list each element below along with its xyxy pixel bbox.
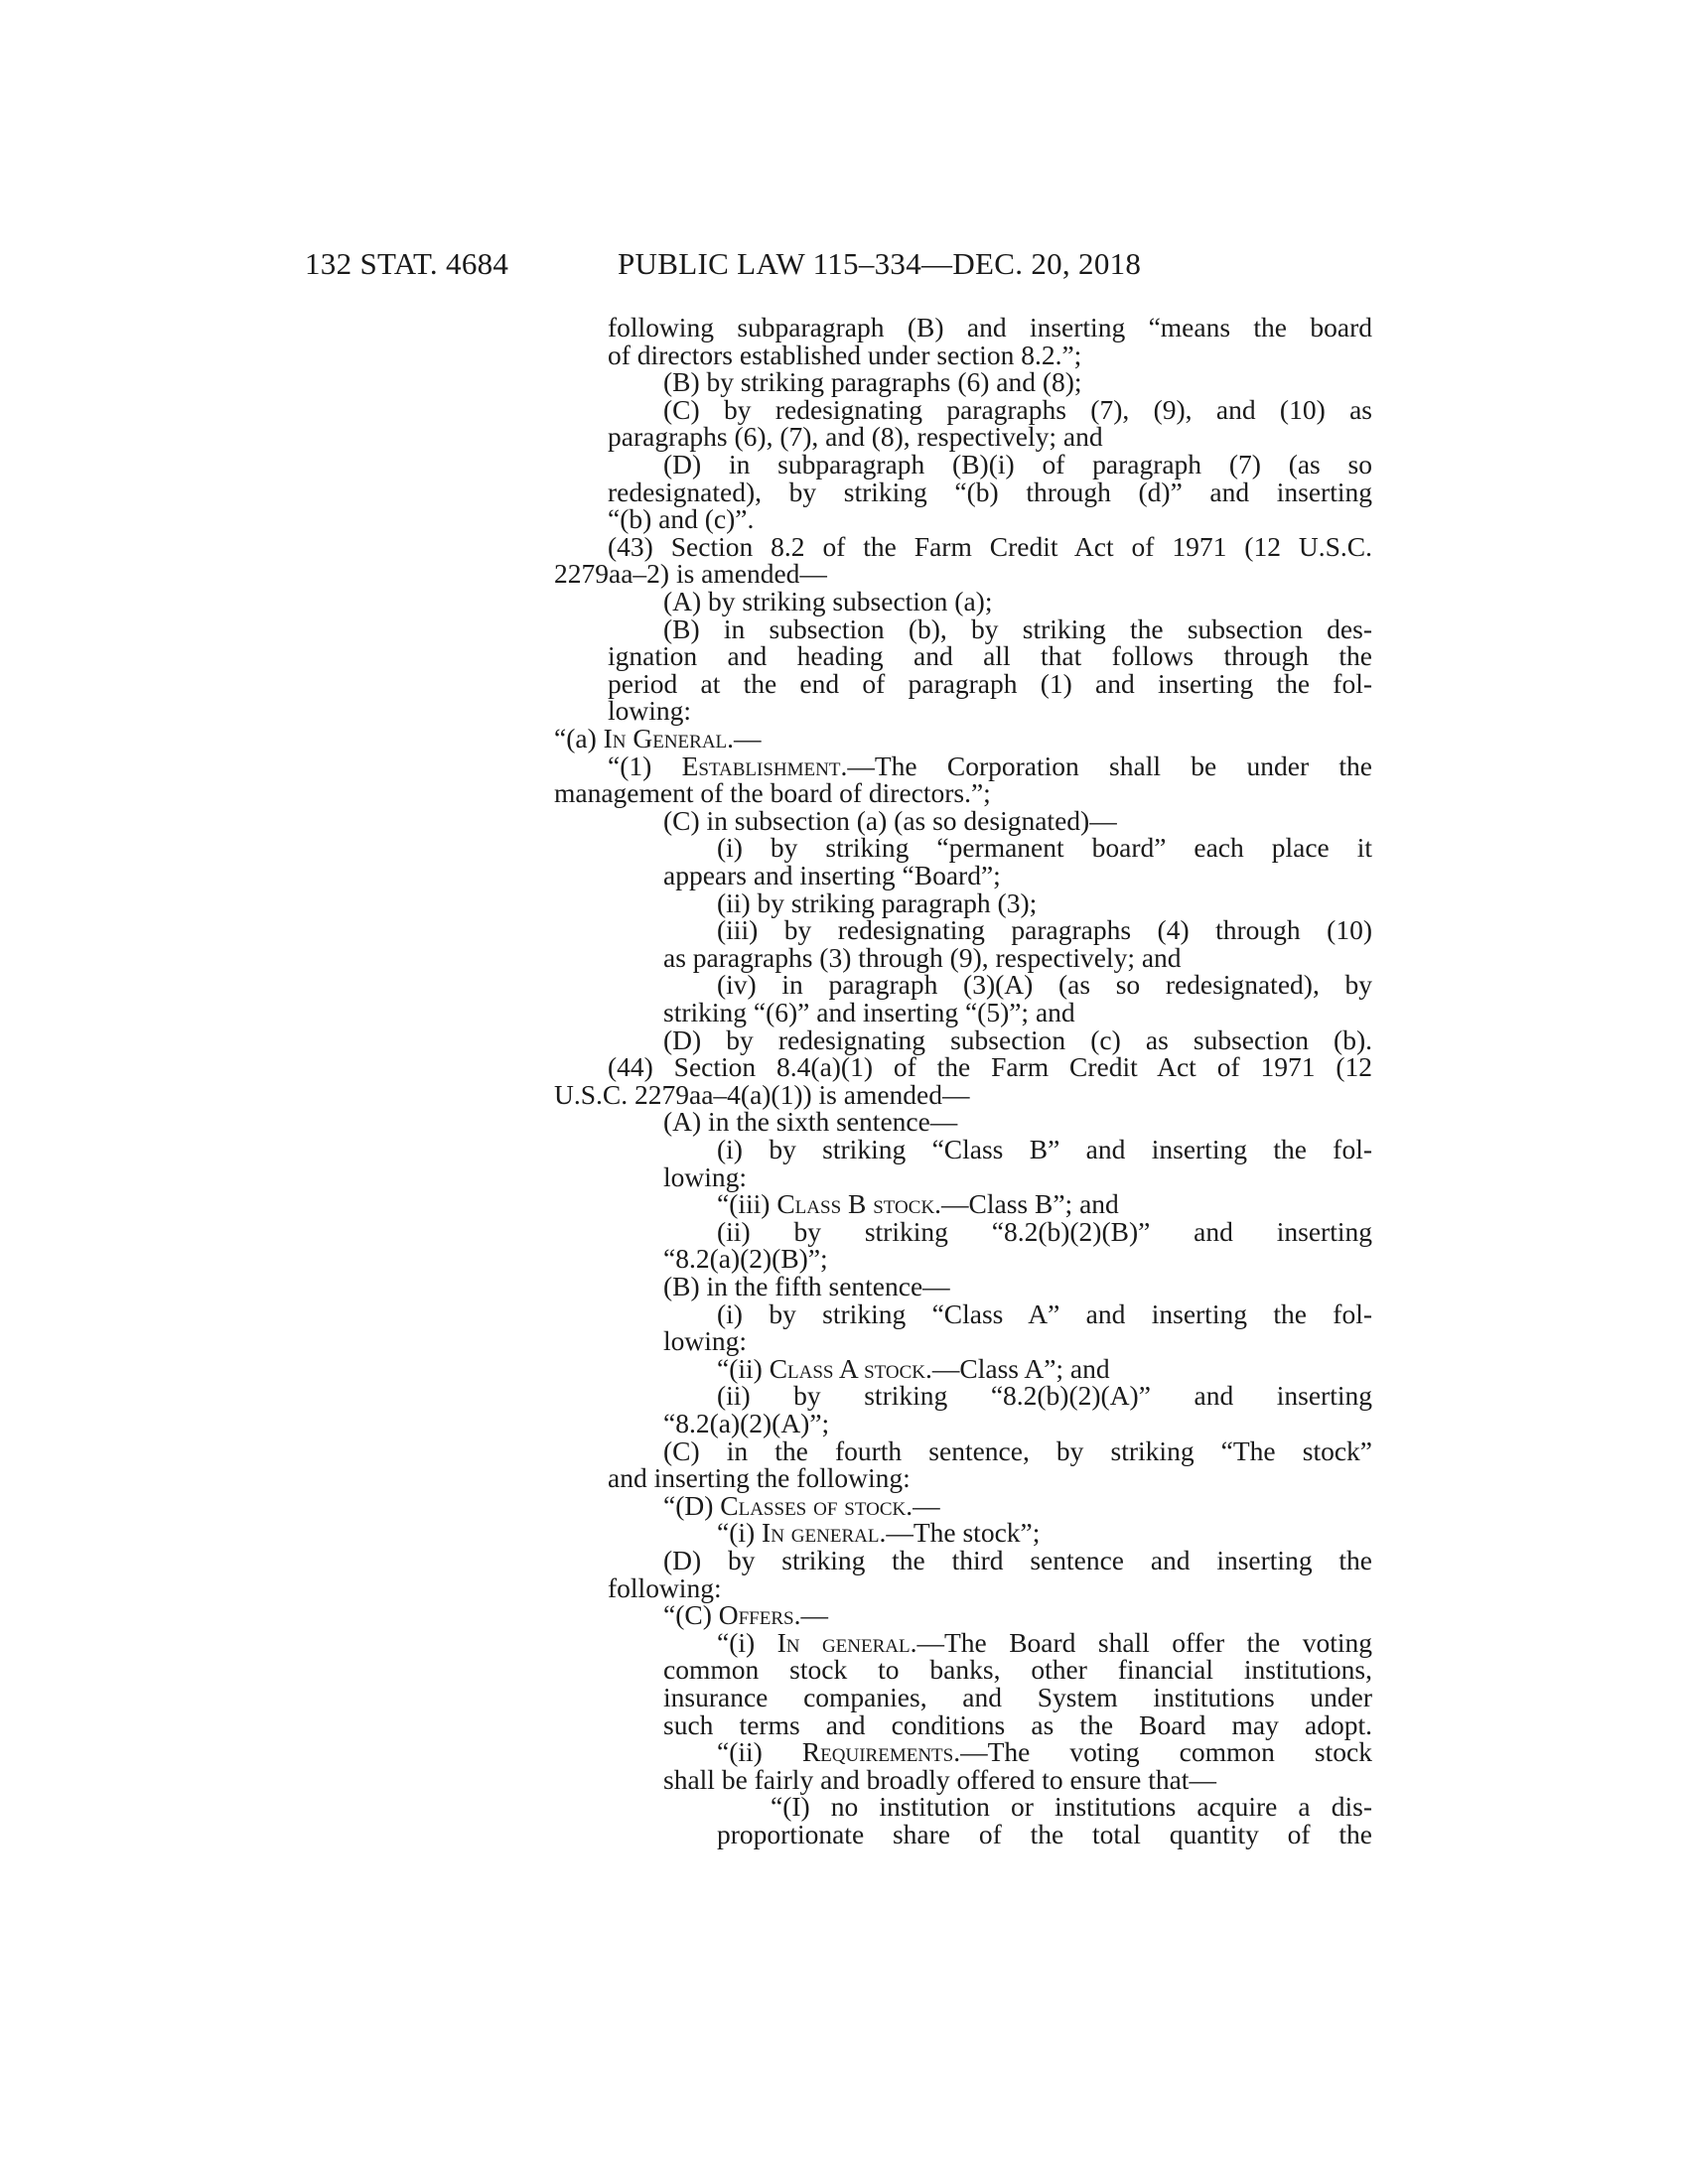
line-prefix: “(ii)	[717, 1352, 770, 1384]
text-line: lowing:	[663, 1325, 748, 1357]
text-line: common stock to banks, other financial institutions,	[663, 1654, 1372, 1686]
text-line: (i) by striking “Class B” and inserting the fol-	[717, 1134, 1372, 1164]
running-header-title: PUBLIC LAW 115–334—DEC. 20, 2018	[618, 246, 1142, 281]
line-prefix: “(i)	[717, 1517, 763, 1549]
section-heading: Class A stock	[769, 1352, 926, 1384]
text-line	[717, 1352, 1110, 1384]
text-line: “8.2(a)(2)(B)”;	[663, 1243, 828, 1275]
text-line	[663, 1601, 828, 1629]
text-line: (B) in subsection (b), by striking the subsection des-	[663, 613, 1372, 644]
text-line: “(b) and (c)”.	[608, 503, 755, 535]
text-line: (A) in the sixth sentence—	[663, 1106, 958, 1138]
text-line: (iv) in paragraph (3)(A) (as so redesignated), by	[717, 969, 1372, 1001]
line-prefix: “(1)	[608, 750, 682, 781]
text-line: as paragraphs (3) through (9), respectively; and	[663, 941, 1182, 973]
line-suffix: .—	[793, 1599, 828, 1631]
text-line: “8.2(a)(2)(A)”;	[663, 1408, 830, 1438]
text-line: (44) Section 8.4(a)(1) of the Farm Credit Act of 1971 (12	[608, 1051, 1372, 1083]
text-line: following subparagraph (B) and inserting “means the board	[608, 312, 1372, 342]
text-line: (A) by striking subsection (a);	[663, 586, 993, 616]
section-heading: Establishment	[681, 750, 841, 781]
text-line: (i) by striking “Class A” and inserting the fol-	[717, 1297, 1372, 1329]
text-line: (D) by redesignating subsection (c) as subsection (b).	[663, 1024, 1372, 1055]
text-line: (D) in subparagraph (B)(i) of paragraph (7) (as so	[663, 449, 1372, 479]
section-heading: Offers	[718, 1599, 794, 1631]
section-heading: Class B stock	[776, 1188, 935, 1220]
text-line	[717, 1626, 1372, 1658]
line-suffix: .—The Board shall offer the voting	[910, 1626, 1372, 1658]
line-suffix: .—Class A”; and	[925, 1352, 1110, 1384]
text-line: (C) by redesignating paragraphs (7), (9), and (10) as	[663, 393, 1372, 425]
text-line: U.S.C. 2279aa–4(a)(1)) is amended—	[554, 1078, 970, 1110]
line-suffix: .—The voting common stock	[953, 1736, 1372, 1768]
text-line: (ii) by striking “8.2(b)(2)(A)” and inserting	[717, 1380, 1372, 1412]
text-line	[717, 1190, 1119, 1218]
text-line: “(I) no institution or institutions acquire a dis-	[771, 1791, 1372, 1823]
text-line: of directors established under section 8.2.”;	[608, 339, 1082, 370]
text-line: (i) by striking “permanent board” each place it	[717, 832, 1372, 864]
text-line	[608, 752, 1372, 780]
line-suffix: .—The Corporation shall be under the	[840, 750, 1372, 781]
text-line: such terms and conditions as the Board may adopt.	[663, 1708, 1372, 1740]
text-line: appears and inserting “Board”;	[663, 860, 1001, 890]
text-line: insurance companies, and System institutions under	[663, 1682, 1372, 1712]
text-line: management of the board of directors.”;	[554, 777, 991, 809]
section-heading: In general	[776, 1626, 911, 1658]
text-line: shall be fairly and broadly offered to ensure that—	[663, 1763, 1216, 1795]
text-line: lowing:	[608, 695, 692, 727]
text-line: ignation and heading and all that follows through the	[608, 640, 1372, 672]
text-line: period at the end of paragraph (1) and inserting the fol-	[608, 667, 1372, 699]
text-line: (43) Section 8.2 of the Farm Credit Act of 1971 (12 U.S.C.	[608, 530, 1372, 562]
line-suffix: .—Class B”; and	[934, 1188, 1119, 1220]
text-line: (iii) by redesignating paragraphs (4) through (10)	[717, 914, 1372, 946]
text-line: (B) in the fifth sentence—	[663, 1271, 950, 1301]
line-suffix: .—	[727, 723, 762, 753]
page-stat-citation: 132 STAT. 4684	[305, 246, 509, 281]
text-line: (C) in the fourth sentence, by striking “The stock”	[663, 1434, 1372, 1466]
line-prefix: “(a)	[554, 723, 604, 753]
text-line	[663, 1489, 940, 1521]
text-line	[554, 725, 762, 752]
text-line	[717, 1738, 1372, 1766]
line-prefix: “(C)	[663, 1599, 719, 1631]
text-line	[717, 1519, 1040, 1547]
line-prefix: “(iii)	[717, 1188, 777, 1220]
text-line: (D) by striking the third sentence and inserting the	[663, 1545, 1372, 1575]
line-suffix: .—	[906, 1489, 940, 1521]
text-line: paragraphs (6), (7), and (8), respectively; and	[608, 421, 1103, 453]
text-line: (B) by striking paragraphs (6) and (8);	[663, 366, 1082, 398]
line-suffix: .—The stock”;	[879, 1517, 1041, 1549]
text-line: (ii) by striking “8.2(b)(2)(B)” and inserting	[717, 1215, 1372, 1247]
text-line: proportionate share of the total quantity of the	[717, 1819, 1372, 1849]
text-line: lowing:	[663, 1160, 748, 1192]
line-prefix: “(ii)	[717, 1736, 802, 1768]
text-line: and inserting the following:	[608, 1462, 911, 1494]
text-line: following:	[608, 1571, 722, 1603]
text-line: 2279aa–2) is amended—	[554, 558, 827, 590]
text-line: redesignated), by striking “(b) through (d)” and inserting	[608, 476, 1372, 507]
text-line: (ii) by striking paragraph (3);	[717, 887, 1038, 918]
section-heading: Requirements	[801, 1736, 954, 1768]
text-line: striking “(6)” and inserting “(5)”; and	[663, 997, 1075, 1027]
line-prefix: “(i)	[717, 1626, 777, 1658]
section-heading: In General	[603, 723, 728, 753]
section-heading: In general	[762, 1517, 880, 1549]
line-prefix: “(D)	[663, 1489, 721, 1521]
section-heading: Classes of stock	[720, 1489, 907, 1521]
text-line: (C) in subsection (a) (as so designated)—	[663, 804, 1117, 836]
